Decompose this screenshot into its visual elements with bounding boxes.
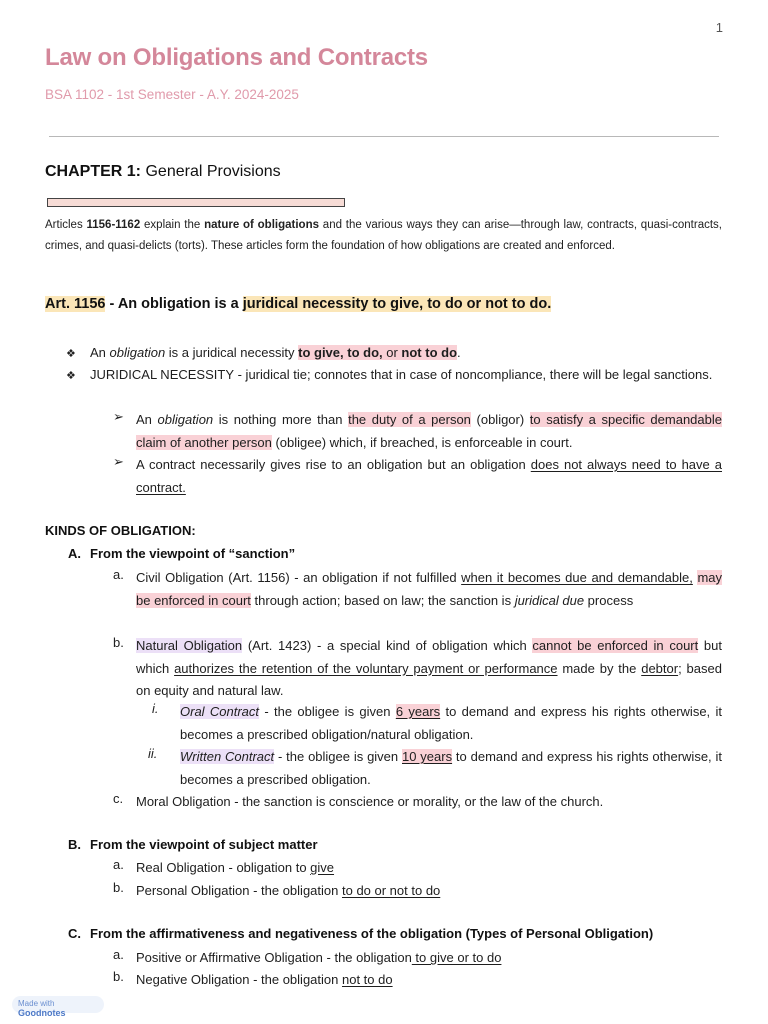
real-obligation — [136, 857, 722, 880]
section-c-marker: C. — [68, 926, 81, 941]
chapter-highlight-bar — [47, 198, 345, 207]
text: is a juridical necessity — [165, 345, 299, 360]
section-a-title: From the viewpoint of “sanction” — [90, 546, 296, 561]
text: is nothing more than — [213, 412, 349, 427]
personal-obligation — [136, 880, 722, 903]
moral-obligation — [136, 791, 722, 814]
title-divider — [49, 136, 719, 137]
underline-text: to do or not to do — [341, 883, 441, 898]
text: (obligor) — [470, 412, 530, 427]
text: - the sanction is conscience or morality, or the law of the church. — [230, 794, 604, 809]
text: to demand and express his rights otherwise, it becomes a prescribed obligation. — [180, 749, 722, 787]
arrowhead-bullet-icon: ➢ — [113, 454, 124, 469]
text: or — [382, 345, 402, 360]
bullet-obligation — [90, 342, 722, 365]
highlight-not-do: not to do — [401, 345, 458, 360]
text: made by the — [557, 660, 642, 676]
highlight-years: 10 years — [402, 749, 453, 764]
arrowhead-bullet-icon: ➢ — [113, 409, 124, 424]
text: process — [584, 592, 634, 608]
text: - the obligee is given — [274, 749, 402, 764]
badge-made-with: Made with — [18, 999, 55, 1008]
term: Civil Obligation — [136, 570, 224, 585]
intro-text: and the various ways they can arise—through law, contracts, quasi-contracts, crimes, and quasi-delicts (torts). These articles form the foundation of how obligations are created and enforced. — [45, 219, 722, 252]
kinds-heading: KINDS OF OBLIGATION: — [45, 523, 196, 538]
text: ; based on equity and natural law. — [136, 660, 722, 698]
chapter-label: CHAPTER 1: — [45, 163, 142, 180]
text: - the obligation — [249, 972, 342, 987]
goodnotes-badge[interactable] — [12, 996, 104, 1018]
term: Written Contract — [180, 749, 275, 764]
highlight-satisfy: to satisfy a specific demandable claim of another person — [136, 412, 722, 450]
underline-text: to give or to do — [411, 950, 502, 965]
intro-paragraph — [45, 215, 722, 256]
text: An — [90, 345, 110, 360]
intro-text: Articles — [45, 219, 87, 231]
section-c-title: From the affirmativeness and negativeness of the obligation (Types of Personal Obligation) — [90, 926, 654, 941]
text: - obligation to — [224, 860, 311, 875]
text: through action; based on law; the sanction is — [250, 592, 515, 608]
positive-obligation — [136, 947, 722, 970]
badge-brand: Goodnotes — [18, 1008, 66, 1018]
underline-text: debtor — [641, 660, 679, 676]
civil-obligation — [136, 567, 722, 612]
highlight-enforced: may be enforced in court — [136, 570, 723, 608]
item-marker: a. — [113, 947, 124, 962]
term: Moral Obligation — [136, 794, 231, 809]
text: An — [136, 412, 158, 427]
underline-text: does not always need to have a contract. — [136, 457, 722, 495]
oral-contract — [180, 701, 722, 746]
article-1156-heading — [45, 296, 551, 312]
text: (Art. 1156) - an obligation if not fulfilled — [223, 570, 462, 585]
italic-term: juridical due — [514, 592, 585, 608]
bullet-juridical-necessity — [90, 364, 722, 387]
highlight-not-enforced: cannot be enforced in court — [532, 638, 699, 653]
diamond-bullet-icon: ❖ — [66, 370, 76, 382]
item-marker: b. — [113, 969, 124, 984]
item-marker: i. — [152, 701, 159, 716]
item-marker: a. — [113, 857, 124, 872]
italic-term: obligation — [109, 345, 166, 360]
term: Oral Contract — [180, 704, 260, 719]
negative-obligation — [136, 969, 722, 992]
intro-articles: 1156-1162 — [86, 219, 141, 231]
term: Real Obligation — [136, 860, 225, 875]
article-definition: juridical necessity to give, to do or not to do. — [242, 296, 552, 312]
page-number: 1 — [715, 20, 723, 35]
natural-obligation — [136, 635, 722, 703]
text: - juridical tie; connotes that in case of noncompliance, there will be legal sanctions. — [234, 367, 713, 382]
section-b-title: From the viewpoint of subject matter — [90, 837, 318, 852]
chapter-heading — [45, 163, 281, 181]
underline-text: not to do — [341, 972, 393, 987]
text: A contract necessarily gives rise to an obligation but an obligation — [136, 457, 531, 472]
chapter-name: General Provisions — [145, 163, 281, 180]
document-title: Law on Obligations and Contracts — [45, 44, 428, 71]
article-dash: - An obligation is a — [105, 296, 243, 312]
highlight-years: 6 years — [395, 704, 441, 719]
underline-text: give — [310, 860, 335, 875]
term: JURIDICAL NECESSITY — [90, 367, 234, 382]
italic-term: obligation — [157, 412, 214, 427]
highlight-duty: the duty of a person — [348, 412, 471, 427]
term: Natural Obligation — [136, 638, 243, 653]
text: but which — [136, 638, 723, 676]
text: (obligee) which, if breached, is enforceable in court. — [271, 434, 573, 450]
text: - the obligee is given — [259, 704, 396, 719]
section-b-marker: B. — [68, 837, 81, 852]
intro-text: explain the — [140, 219, 205, 231]
underline-text: when it becomes due and demandable, — [461, 570, 693, 585]
highlight-give-do: to give, to do, — [298, 345, 383, 360]
text: - the obligation — [322, 950, 412, 965]
section-a-marker: A. — [68, 546, 81, 561]
text: to demand and express his rights otherwise, it becomes a prescribed obligation/natural obligation. — [180, 704, 722, 742]
item-marker: b. — [113, 880, 124, 895]
item-marker: b. — [113, 635, 124, 650]
sub-bullet-duty — [136, 409, 722, 454]
diamond-bullet-icon: ❖ — [66, 348, 76, 360]
term: Personal Obligation — [136, 883, 250, 898]
intro-nature: nature of obligations — [204, 219, 319, 231]
term: Positive or Affirmative Obligation — [136, 950, 323, 965]
document-subtitle: BSA 1102 - 1st Semester - A.Y. 2024-2025 — [45, 87, 299, 102]
written-contract — [180, 746, 722, 791]
underline-text: authorizes the retention of the voluntary payment or performance — [174, 660, 558, 676]
item-marker: c. — [113, 791, 124, 806]
term: Negative Obligation — [136, 972, 250, 987]
text: - the obligation — [249, 883, 342, 898]
sub-bullet-contract — [136, 454, 722, 499]
text: . — [457, 345, 461, 360]
article-label: Art. 1156 — [45, 296, 106, 312]
text: (Art. 1423) - a special kind of obligation which — [242, 638, 533, 653]
item-marker: ii. — [148, 746, 158, 761]
item-marker: a. — [113, 567, 124, 582]
